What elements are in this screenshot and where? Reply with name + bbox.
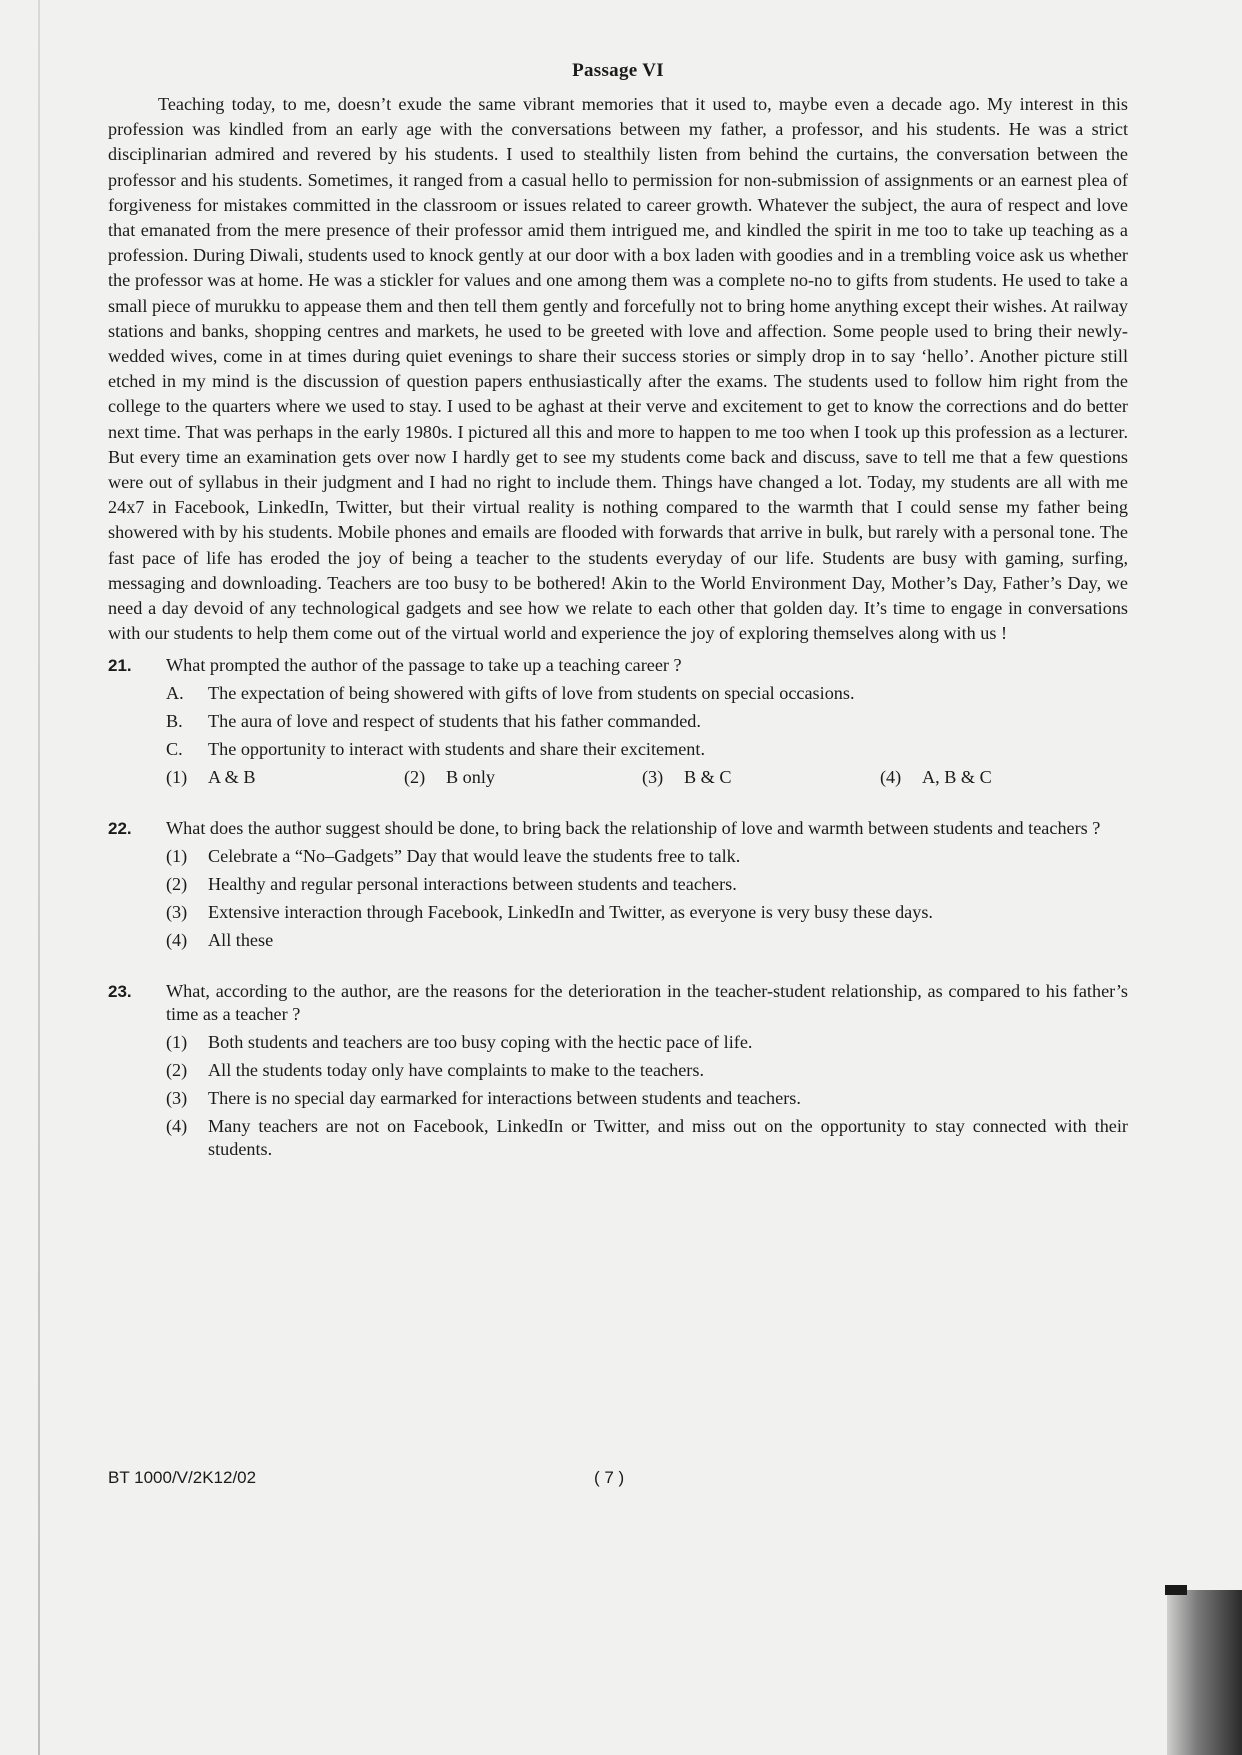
option-text: A, B & C (922, 767, 992, 788)
passage-text: Teaching today, to me, doesn’t exude the same vibrant memories that it used to, maybe even a decade ago. My interest in this profession was kindled from an early age with the conversations between my father, a professor, and his students. He was a strict disciplinarian admired and revered by his students. I used to stealthily listen from behind the curtains, the conversation between the professor and his students. Sometimes, it ranged from a casual hello to permission for non-submission of assignments or an earnest plea of forgiveness for mistakes committed in the classroom or issues related to career growth. Whatever the subject, the aura of respect and love that emanated from the mere presence of their professor amid them intrigued me, and kindled the spirit in me too to take up teaching as a profession. During Diwali, students used to knock gently at our door with a box laden with goodies and in a trembling voice ask us whether the professor was at home. He was a stickler for values and one among them was a complete no-no to gifts from students. He used to take a small piece of murukku to appease them and then tell them gently and forcefully not to bring home anything except their wishes. At railway stations and banks, shopping centres and markets, he used to be greeted with love and affection. Some people used to bring their newly-wedded wives, come in at times during quiet evenings to share their success stories or simply drop in to say ‘hello’. Another picture still etched in my mind is the discussion of question papers enthusiastically after the exams. The students used to follow him right from the college to the quarters where we used to stay. I used to be aghast at their verve and excitement to get to know the corrections and do better next time. That was perhaps in the early 1980s. I pictured all this and more to happen to me too when I took up this profession as a lecturer. But every time an examination gets over now I hardly get to see my students come back and discuss, save to tell me that a few questions were out of syllabus in their judgment and I had no right to include them. Things have changed a lot. Today, my students are all with me 24x7 in Facebook, LinkedIn, Twitter, but their virtual reality is nothing compared to the warmth that I could sense my father being showered with by his students. Mobile phones and emails are flooded with forwards that arrive in bulk, but rarely with a personal tone. The fast pace of life has eroded the joy of being a teacher to the students everyday of our life. Students are busy with gaming, surfing, messaging and downloading. Teachers are too busy to be bothered! Akin to the World Environment Day, Mother’s Day, Father’s Day, we need a day devoid of any technological gadgets and see how we relate to each other that golden day. It’s time to engage in conversations with our students to help them come out of the virtual world and experience the joy of exploring themselves along with us ! (108, 94, 1128, 644)
question-text: What, according to the author, are the reasons for the deterioration in the teacher-student relationship, as compared to his father’s time as a teacher ? (166, 981, 1128, 1025)
answer-option-1 (108, 845, 1128, 868)
answer-option-2 (108, 1059, 1128, 1082)
answer-option-3 (108, 1087, 1128, 1110)
answer-option-4 (880, 766, 1100, 789)
option-key: (2) (166, 874, 188, 895)
statement-c (108, 738, 1128, 761)
answer-option-2 (108, 873, 1128, 896)
option-text: There is no special day earmarked for interactions between students and teachers. (208, 1088, 801, 1109)
option-key: (4) (166, 1116, 188, 1137)
scan-left-edge (38, 0, 40, 1755)
option-key: (2) (166, 1060, 188, 1081)
option-key: (1) (166, 846, 188, 867)
statement-key: B. (166, 711, 183, 732)
answer-option-4 (108, 929, 1128, 952)
answer-option-3 (642, 766, 880, 789)
document-page (108, 60, 1128, 1161)
option-key: (1) (166, 1032, 188, 1053)
statement-a (108, 682, 1128, 705)
booklet-code: BT 1000/V/2K12/02 (108, 1468, 257, 1487)
answer-option-1 (108, 1031, 1128, 1054)
option-key: (4) (880, 767, 902, 788)
option-text: Healthy and regular personal interactions between students and teachers. (208, 874, 737, 895)
question-22 (108, 817, 1128, 952)
option-key: (3) (642, 767, 664, 788)
question-23 (108, 980, 1128, 1161)
option-text: Celebrate a “No–Gadgets” Day that would leave the students free to talk. (208, 846, 741, 867)
statement-b (108, 710, 1128, 733)
question-number: 21. (108, 656, 132, 676)
option-text: A & B (208, 767, 256, 788)
option-text: B only (446, 767, 496, 788)
answer-option-3 (108, 901, 1128, 924)
statement-key: A. (166, 683, 184, 704)
option-text: All these (208, 930, 274, 951)
question-number: 23. (108, 982, 132, 1002)
passage-title: Passage VI (572, 60, 664, 81)
statement-text: The aura of love and respect of students that his father commanded. (208, 711, 701, 732)
option-text: Extensive interaction through Facebook, LinkedIn and Twitter, as everyone is very busy these days. (208, 902, 933, 923)
answer-option-2 (404, 766, 642, 789)
option-text: All the students today only have complaints to make to the teachers. (208, 1060, 704, 1081)
statement-key: C. (166, 739, 183, 760)
option-text: Many teachers are not on Facebook, LinkedIn or Twitter, and miss out on the opportunity to stay connected with their students. (208, 1116, 1128, 1160)
option-key: (3) (166, 902, 188, 923)
option-key: (2) (404, 767, 426, 788)
option-text: B & C (684, 767, 732, 788)
option-key: (4) (166, 930, 188, 951)
statement-text: The opportunity to interact with students and share their excitement. (208, 739, 705, 760)
option-text: Both students and teachers are too busy coping with the hectic pace of life. (208, 1032, 753, 1053)
option-key: (3) (166, 1088, 188, 1109)
answer-options (108, 766, 1128, 789)
option-key: (1) (166, 767, 188, 788)
answer-option-1 (166, 766, 404, 789)
scan-shadow-corner (1167, 1590, 1242, 1755)
page-number: ( 7 ) (594, 1468, 625, 1487)
statement-text: The expectation of being showered with gifts of love from students on special occasions. (208, 683, 855, 704)
question-text: What prompted the author of the passage to take up a teaching career ? (166, 655, 682, 676)
question-number: 22. (108, 819, 132, 839)
answer-option-4 (108, 1115, 1128, 1161)
question-text: What does the author suggest should be done, to bring back the relationship of love and warmth between students and teachers ? (166, 818, 1101, 839)
scan-fold-mark (1165, 1585, 1187, 1595)
question-21 (108, 654, 1128, 789)
